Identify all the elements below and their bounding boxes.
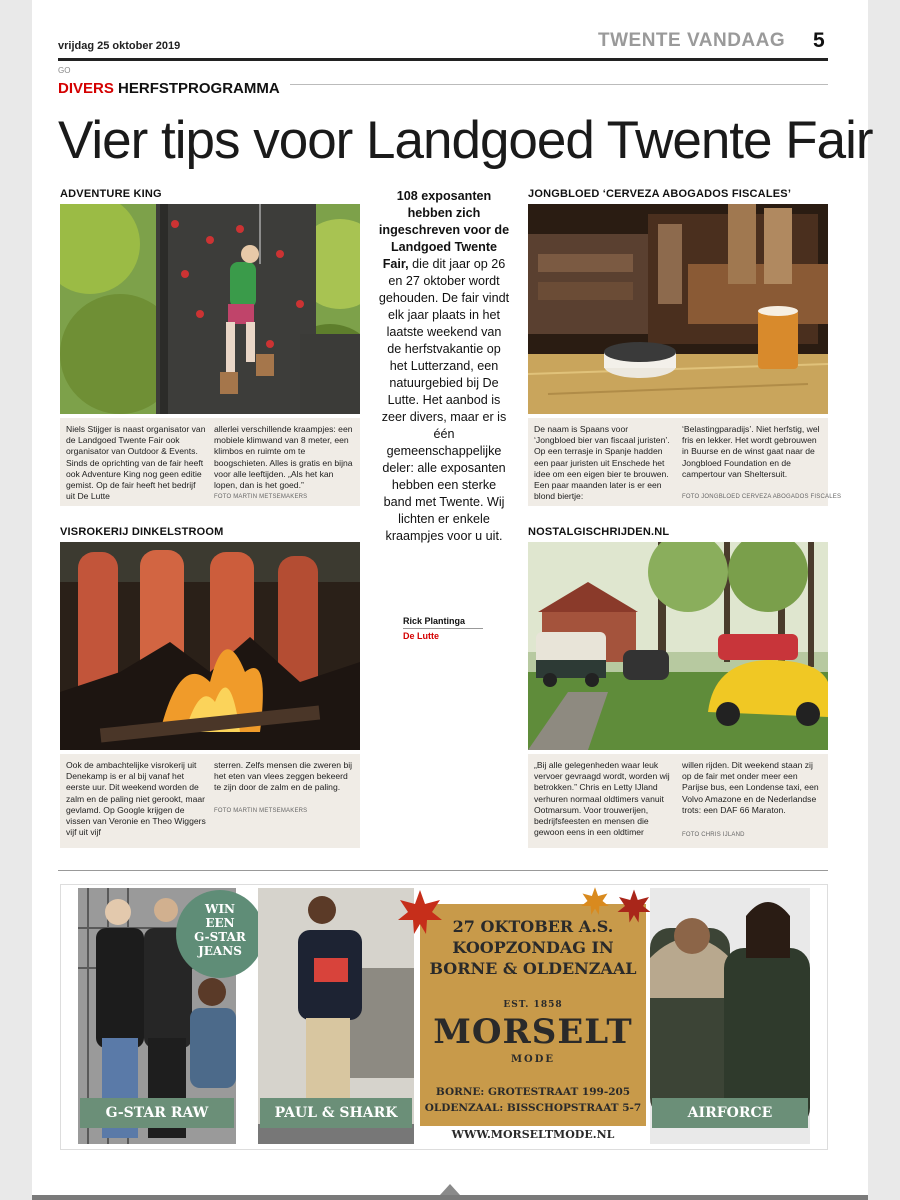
tip-text-col2: sterren. Zelfs mensen die zweren bij het eten van vlees zeggen bekeerd te zijn door de zalm en de paling.	[214, 760, 353, 793]
ad-line-1: 27 OKTOBER A.S.	[452, 917, 614, 936]
brand-tag-paul-shark: PAUL & SHARK	[260, 1098, 412, 1128]
byline-author: Rick Plantinga	[403, 616, 466, 626]
photo-beer-crates	[528, 204, 828, 414]
photo-salmon-fire	[60, 542, 360, 750]
header-rule	[58, 58, 828, 61]
intro-lead: 108 exposanten hebben zich ingeschreven voor de Landgoed Twente Fair,	[378, 189, 510, 271]
store-logo-sub: MODE	[510, 1054, 556, 1065]
tip-text-col1: Ook de ambachtelijke visrokerij uit Denekamp is er al bij vanaf het eerste uur. Dit weekend worden de zalm en de paling niet gerookt, maar gevlamd. Op Google krijgen de vissen van Veronie en Theo Wiggers vijf uit vijf	[66, 760, 206, 838]
ad-event-text	[420, 916, 646, 979]
address-borne: BORNE: GROTESTRAAT 199-205	[435, 1086, 631, 1098]
store-addresses	[420, 1084, 646, 1116]
page-number: 5	[813, 29, 825, 52]
byline-place: De Lutte	[403, 631, 439, 641]
issue-date: vrijdag 25 oktober 2019	[58, 40, 181, 52]
photo-credit: FOTO CHRIS IJLAND	[682, 832, 745, 838]
edition-code: GO	[58, 66, 71, 75]
address-oldenzaal: OLDENZAAL: BISSCHOPSTRAAT 5-7	[424, 1102, 642, 1114]
brand-tag-gstar: G-STAR RAW	[80, 1098, 234, 1128]
topic-label: HERFSTPROGRAMMA	[118, 80, 280, 97]
kicker-label: DIVERS	[58, 80, 114, 97]
seal-line-1: WIN	[204, 902, 236, 916]
tip-label-visrokerij: VISROKERIJ DINKELSTROOM	[60, 526, 224, 538]
article-headline: Vier tips voor Landgoed Twente Fair	[58, 111, 873, 170]
ad-divider	[58, 870, 828, 871]
tip-label-jongbloed: JONGBLOED ‘CERVEZA ABOGADOS FISCALES’	[528, 188, 792, 200]
seal-line-2: EEN	[205, 916, 235, 930]
paper-section-name: TWENTE VANDAAG	[598, 30, 786, 51]
tip-text-col2: allerlei verschillende kraampjes: een mobiele klimwand van 8 meter, een klimbos en ruimte om te boogschieten. Alles is gratis en bijna voor alle leeftijden. „Als het kan lopen, dan is het goed.”	[214, 424, 353, 491]
store-est: EST. 1858	[503, 1000, 563, 1010]
seal-line-3: G-STAR	[194, 930, 246, 944]
tip-text-col2: ‘Belastingparadijs’. Niet herfstig, wel fris en lekker. Het wordt gebrouwen in Buurse en de winst gaat naar de Jongbloed Foundation en de campertour van Sheltersuit.	[682, 424, 820, 479]
brand-tag-airforce: AIRFORCE	[652, 1098, 808, 1128]
tip-text-col1: „Bij alle gelegenheden waar leuk vervoer gevraagd wordt, worden wij betrokken.” Chris en Letty IJland verhuren normaal oldtimers vanuit Ootmarsum. Voor trouwerijen, bedrijfsfeesten en mensen die gewoon eens in een oldtimer	[534, 760, 670, 838]
article-intro	[378, 188, 510, 545]
win-jeans-seal	[176, 890, 264, 978]
tip-text-col2: willen rijden. Dit weekend staan zij op de fair met onder meer een Parijse bus, een Londense taxi, een Volvo Amazone en de Nederlandse trots: een DAF 66 Maraton.	[682, 760, 819, 815]
store-url: WWW.MORSELTMODE.NL	[451, 1128, 615, 1141]
viewer-left-margin	[0, 0, 32, 1200]
store-logo: MORSELT	[433, 1012, 633, 1052]
tip-label-nostalgischrijden: NOSTALGISCHRIJDEN.NL	[528, 526, 670, 538]
intro-body: die dit jaar op 26 en 27 oktober wordt gehouden. De fair vindt elk jaar plaats in het laatste weekend van de herfstvakantie op het Lutterzand, een natuurgebied bij De Lutte. Het aanbod is zeer divers, maar er is één gemeenschappelijke deler: alle exposanten hebben een sterke band met Twente. Wij lichten er enkele kraampjes voor u uit.	[378, 257, 510, 543]
photo-credit: FOTO MARTIN METSEMAKERS	[214, 494, 308, 500]
page-turn-arrow-icon[interactable]	[440, 1184, 460, 1195]
ad-line-3: BORNE & OLDENZAAL	[429, 959, 637, 978]
tip-label-adventure-king: ADVENTURE KING	[60, 188, 162, 200]
ad-line-2: KOOPZONDAG IN	[452, 938, 614, 957]
tip-text-col1: De naam is Spaans voor ‘Jongbloed bier van fiscaal juristen’. Op een terrasje in Spanje hadden een paar juristen uit Enschede het idee om een eigen bier te brouwen. Een paar maanden later is er een blond biertje:	[534, 424, 670, 502]
seal-line-4: JEANS	[198, 944, 242, 958]
tip-text-col1: Niels Stijger is naast organisator van de Landgoed Twente Fair ook organisator van Outdoor & Events. Sinds de oprichting van de fair heeft ook Adventure King nog geen editie gemist. Op de fair heeft het bedrijf uit De Lutte	[66, 424, 206, 502]
photo-credit: FOTO JONGBLOED CERVEZA ABOGADOS FISCALES	[682, 494, 842, 500]
photo-oldtimers	[528, 542, 828, 750]
section-kicker	[58, 80, 290, 97]
byline-rule	[403, 628, 483, 629]
photo-credit: FOTO MARTIN METSEMAKERS	[214, 808, 308, 814]
viewer-right-margin	[868, 0, 900, 1200]
photo-climbing-wall	[60, 204, 360, 414]
